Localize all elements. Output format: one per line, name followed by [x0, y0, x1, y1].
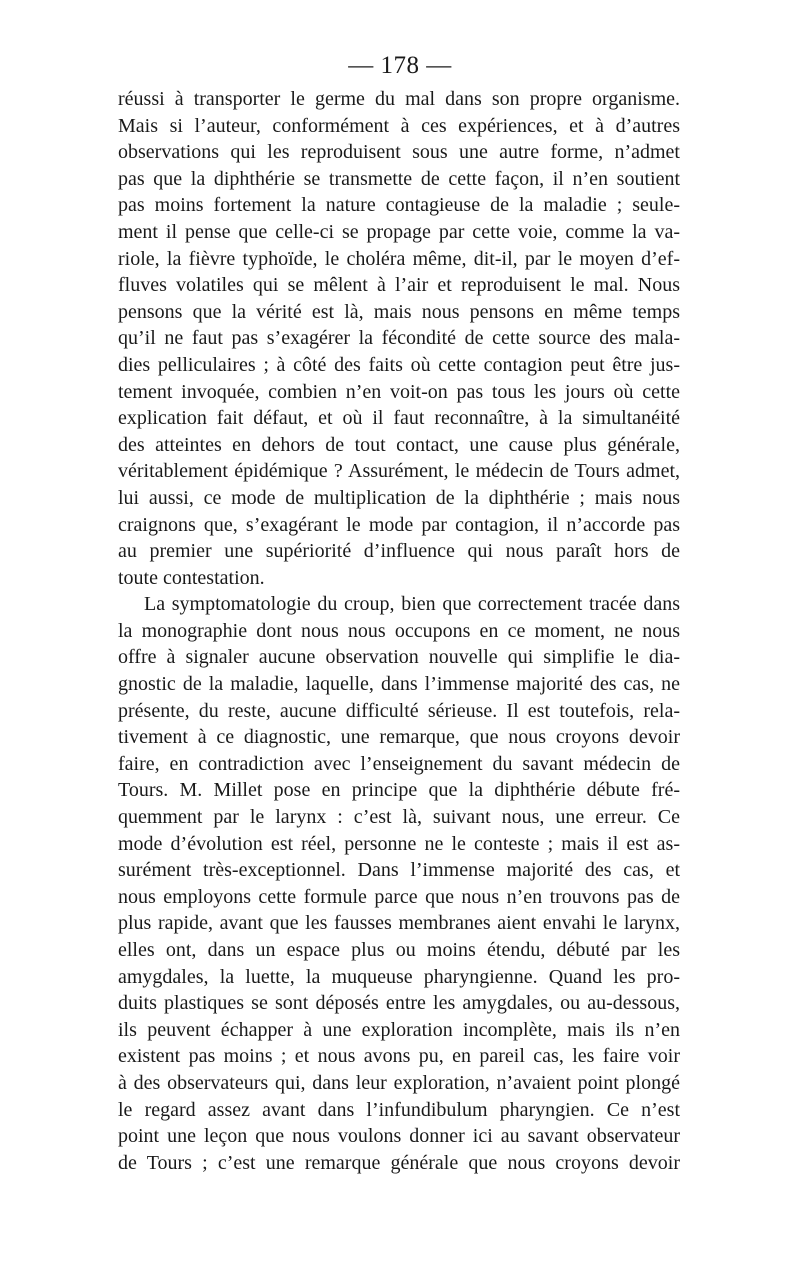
text-line: observations qui les reproduisent sous une autre forme, n’admet — [118, 141, 680, 164]
body-text — [118, 86, 680, 1176]
text-line: à des observateurs qui, dans leur exploration, n’avaient point plongé — [118, 1071, 680, 1094]
text-line: craignons que, s’exagérant le mode par contagion, il n’accorde pas — [118, 513, 680, 536]
text-line: lui aussi, ce mode de multiplication de la diphthérie ; mais nous — [118, 486, 680, 509]
text-line: offre à signaler aucune observation nouvelle qui simplifie le dia- — [118, 646, 680, 669]
text-line: Tours. M. Millet pose en principe que la diphthérie débute fré- — [118, 779, 680, 802]
text-line: la monographie dont nous nous occupons en ce moment, ne nous — [118, 619, 680, 642]
text-line: mode d’évolution est réel, personne ne le conteste ; mais il est as- — [118, 832, 680, 855]
page-number: — 178 — — [348, 52, 452, 79]
text-line: des atteintes en dehors de tout contact, une cause plus générale, — [118, 433, 680, 456]
text-line: au premier une supériorité d’influence qui nous paraît hors de — [118, 540, 680, 563]
text-line: existent pas moins ; et nous avons pu, en pareil cas, les faire voir — [118, 1045, 680, 1068]
text-line: nous employons cette formule parce que nous n’en trouvons pas de — [118, 885, 680, 908]
text-line: duits plastiques se sont déposés entre les amygdales, ou au-dessous, — [118, 992, 680, 1015]
text-line: véritablement épidémique ? Assurément, le médecin de Tours admet, — [118, 460, 680, 483]
paragraph — [118, 591, 680, 1176]
text-line: surément très-exceptionnel. Dans l’immense majorité des cas, et — [118, 859, 680, 882]
text-line: faire, en contradiction avec l’enseignement du savant médecin de — [118, 752, 680, 775]
text-line: amygdales, la luette, la muqueuse pharyngienne. Quand les pro- — [118, 965, 680, 988]
text-line: La symptomatologie du croup, bien que correctement tracée dans — [144, 593, 680, 616]
text-line: tivement à ce diagnostic, une remarque, que nous croyons devoir — [118, 726, 680, 749]
text-line: le regard assez avant dans l’infundibulum pharyngien. Ce n’est — [118, 1098, 680, 1121]
paragraph — [118, 86, 680, 591]
text-line: pas moins fortement la nature contagieuse de la maladie ; seule- — [118, 194, 680, 217]
text-line: plus rapide, avant que les fausses membranes aient envahi le larynx, — [118, 912, 680, 935]
text-line: Mais si l’auteur, conformément à ces expériences, et à d’autres — [118, 114, 680, 137]
text-line: quemment par le larynx : c’est là, suivant nous, une erreur. Ce — [118, 806, 680, 829]
text-line: pensons que la vérité est là, mais nous pensons en même temps — [118, 300, 680, 323]
text-line: ment il pense que celle-ci se propage par cette voie, comme la va- — [118, 220, 680, 243]
text-line: réussi à transporter le germe du mal dans son propre organisme. — [118, 88, 680, 110]
text-line: de Tours ; c’est une remarque générale que nous croyons devoir — [118, 1151, 680, 1174]
text-line: ils peuvent échapper à une exploration incomplète, mais ils n’en — [118, 1018, 680, 1041]
text-line: explication fait défaut, et où il faut reconnaître, à la simultanéité — [118, 407, 680, 430]
text-line: fluves volatiles qui se mêlent à l’air et reproduisent le mal. Nous — [118, 274, 680, 297]
text-line: tement invoquée, combien n’en voit-on pas tous les jours où cette — [118, 380, 680, 403]
text-line: dies pelliculaires ; à côté des faits où cette contagion peut être jus- — [118, 353, 680, 376]
text-line: gnostic de la maladie, laquelle, dans l’immense majorité des cas, ne — [118, 673, 680, 696]
text-line: toute contestation. — [118, 566, 265, 589]
text-line: présente, du reste, aucune difficulté sérieuse. Il est toutefois, rela- — [118, 699, 680, 722]
text-line: point une leçon que nous voulons donner ici au savant observateur — [118, 1125, 680, 1148]
text-line: qu’il ne faut pas s’exagérer la fécondité de cette source des mala- — [118, 327, 680, 350]
text-line: elles ont, dans un espace plus ou moins étendu, débuté par les — [118, 939, 680, 961]
text-line: pas que la diphthérie se transmette de cette façon, il n’en soutient — [118, 167, 680, 190]
text-line: riole, la fièvre typhoïde, le choléra même, dit-il, par le moyen d’ef- — [118, 247, 680, 270]
